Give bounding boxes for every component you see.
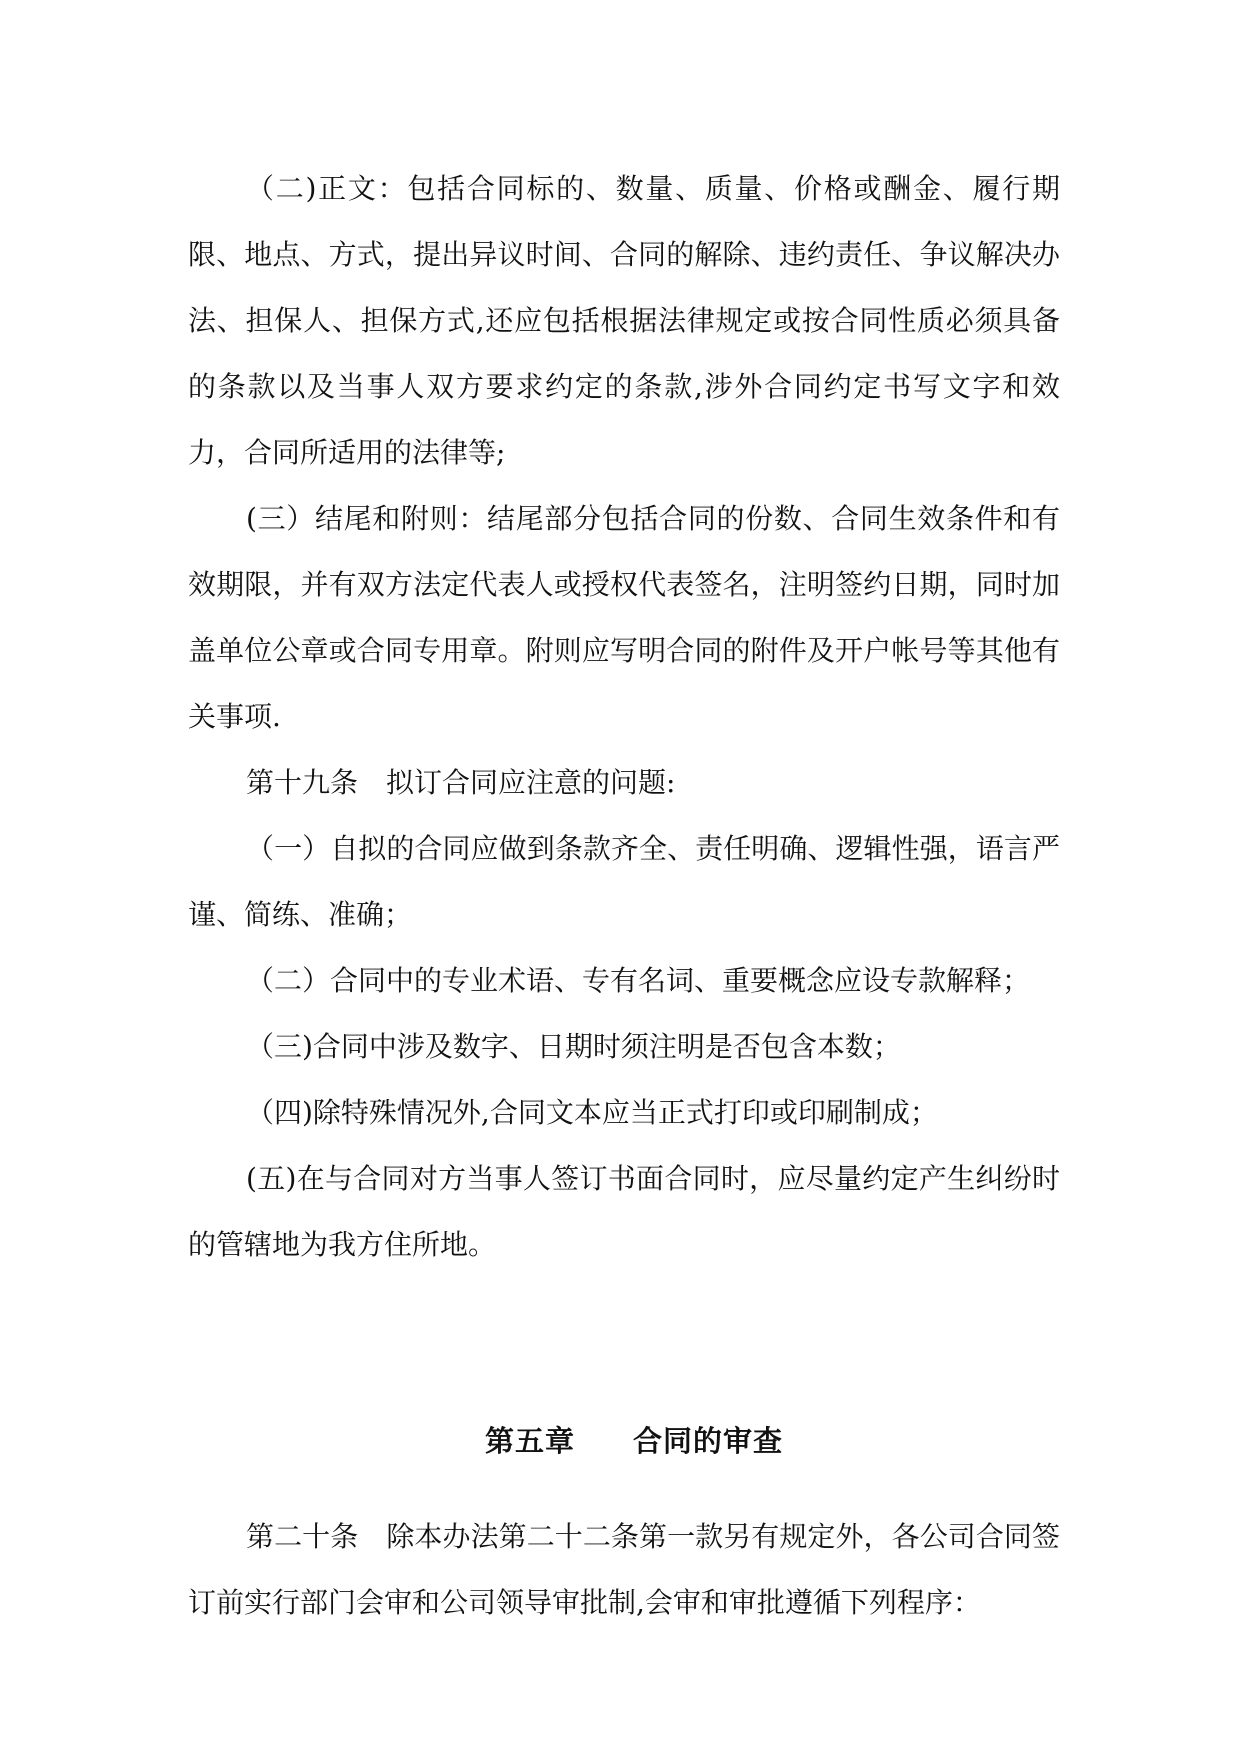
chapter-spacer xyxy=(188,1278,1060,1408)
paragraph-ending-and-appendix: (三）结尾和附则：结尾部分包括合同的份数、合同生效条件和有效期限，并有双方法定代表人或授权代表签名，注明签约日期，同时加盖单位公章或合同专用章。附则应写明合同的附件及开户帐号等其他有关事项. xyxy=(188,502,1060,733)
chapter-heading xyxy=(188,1408,1060,1474)
article-19-item-4: （四)除特殊情况外,合同文本应当正式打印或印刷制成； xyxy=(246,1096,938,1129)
chapter-number: 第五章 xyxy=(484,1424,575,1458)
article-19-item-1: （一）自拟的合同应做到条款齐全、责任明确、逻辑性强，语言严谨、简练、准确； xyxy=(188,832,1060,931)
chapter-title-text: 合同的审查 xyxy=(633,1424,784,1458)
article-19-item-5: (五)在与合同对方当事人签订书面合同时，应尽量约定产生纠纷时的管辖地为我方住所地。 xyxy=(188,1162,1060,1261)
paragraph-contract-body: （二)正文：包括合同标的、数量、质量、价格或酬金、履行期限、地点、方式，提出异议时间、合同的解除、违约责任、争议解决办法、担保人、担保方式,还应包括根据法律规定或按合同性质必须具备的条款以及当事人双方要求约定的条款,涉外合同约定书写文字和效力，合同所适用的法律等; xyxy=(188,172,1060,469)
article-19-heading: 第十九条 拟订合同应注意的问题: xyxy=(246,766,676,799)
article-20-paragraph: 第二十条 除本办法第二十二条第一款另有规定外，各公司合同签订前实行部门会审和公司领导审批制,会审和审批遵循下列程序： xyxy=(188,1520,1060,1619)
document-body xyxy=(188,156,1060,1636)
article-19-item-2: （二）合同中的专业术语、专有名词、重要概念应设专款解释； xyxy=(246,964,1031,997)
title-spacer xyxy=(188,1474,1060,1504)
article-19-item-3: （三)合同中涉及数字、日期时须注明是否包含本数； xyxy=(246,1030,901,1063)
